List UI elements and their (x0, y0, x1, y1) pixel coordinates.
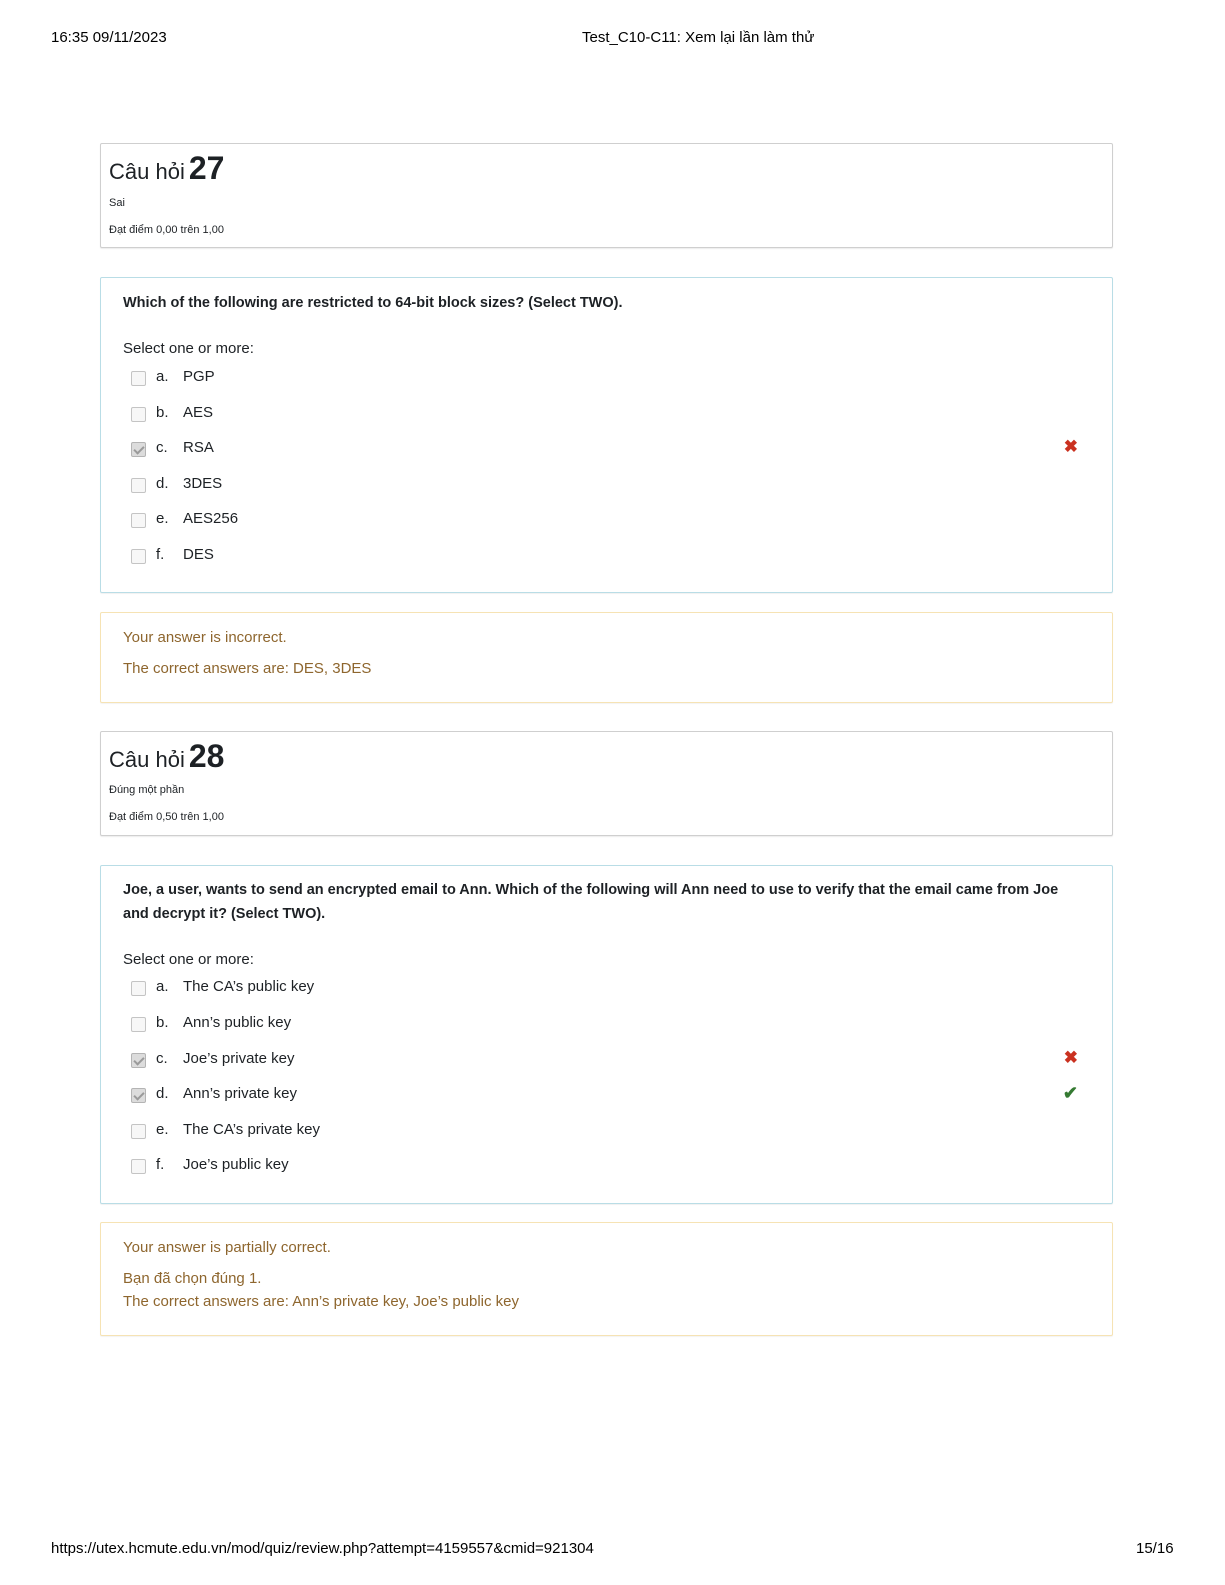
answer-checkbox[interactable] (131, 1017, 146, 1032)
incorrect-icon: ✖ (1063, 1048, 1078, 1067)
question-feedback-28 (100, 1222, 1113, 1336)
feedback-result: Your answer is partially correct. (123, 1239, 331, 1256)
question-title (109, 150, 224, 187)
answer-option-f[interactable] (129, 1154, 1090, 1178)
answer-text: 3DES (183, 475, 223, 492)
answer-letter: d. (156, 1085, 169, 1102)
answer-letter: b. (156, 1014, 169, 1031)
feedback-result: Your answer is incorrect. (123, 629, 287, 646)
question-formulation-28 (100, 865, 1113, 1204)
answer-option-e[interactable] (129, 1119, 1090, 1143)
answer-option-b[interactable] (129, 402, 1090, 426)
question-grade: Đạt điểm 0,50 trên 1,00 (109, 811, 224, 823)
question-state: Đúng một phần (109, 784, 185, 796)
answer-text: The CA’s private key (183, 1121, 320, 1138)
question-number: 27 (188, 150, 225, 186)
answer-letter: a. (156, 978, 169, 995)
question-label: Câu hỏi (109, 747, 185, 772)
answer-letter: c. (156, 439, 168, 456)
feedback-correct-answers: The correct answers are: DES, 3DES (123, 660, 372, 677)
answer-text: Ann’s private key (183, 1085, 297, 1102)
answer-letter: e. (156, 510, 169, 527)
question-grade: Đạt điểm 0,00 trên 1,00 (109, 224, 224, 236)
answer-checkbox[interactable] (131, 371, 146, 386)
answer-checkbox[interactable] (131, 1159, 146, 1174)
answer-checkbox[interactable] (131, 549, 146, 564)
answer-checkbox[interactable] (131, 513, 146, 528)
question-title (109, 738, 224, 775)
answer-checkbox-checked[interactable] (131, 442, 146, 457)
answer-option-e[interactable] (129, 508, 1090, 532)
answer-text: AES256 (183, 510, 239, 527)
feedback-correct-answers: The correct answers are: Ann’s private key, Joe’s public key (123, 1293, 520, 1310)
print-page-number: 15/16 (1136, 1540, 1174, 1557)
answer-option-a[interactable] (129, 366, 1090, 390)
question-text: Which of the following are restricted to 64-bit block sizes? (Select TWO). (123, 295, 623, 311)
answer-checkbox[interactable] (131, 981, 146, 996)
answer-checkbox[interactable] (131, 407, 146, 422)
question-info-28 (100, 731, 1113, 836)
answer-checkbox-checked[interactable] (131, 1053, 146, 1068)
answer-option-c[interactable] (129, 437, 1090, 461)
answer-text: Ann’s public key (183, 1014, 292, 1031)
answer-option-c[interactable] (129, 1048, 1090, 1072)
answer-letter: c. (156, 1050, 168, 1067)
answer-checkbox[interactable] (131, 1124, 146, 1139)
answer-option-f[interactable] (129, 544, 1090, 568)
incorrect-icon: ✖ (1063, 437, 1078, 456)
answer-option-a[interactable] (129, 976, 1090, 1000)
answer-text: DES (183, 546, 214, 563)
question-feedback-27 (100, 612, 1113, 703)
answer-letter: e. (156, 1121, 169, 1138)
answer-letter: b. (156, 404, 169, 421)
question-formulation-27 (100, 277, 1113, 593)
answer-text: PGP (183, 368, 215, 385)
answer-letter: a. (156, 368, 169, 385)
answer-checkbox-checked[interactable] (131, 1088, 146, 1103)
answer-letter: f. (156, 546, 165, 563)
answer-prompt: Select one or more: (123, 951, 254, 968)
answer-checkbox[interactable] (131, 478, 146, 493)
question-info-27 (100, 143, 1113, 248)
answer-letter: f. (156, 1156, 165, 1173)
answer-prompt: Select one or more: (123, 340, 254, 357)
print-timestamp: 16:35 09/11/2023 (51, 29, 167, 46)
answer-option-b[interactable] (129, 1012, 1090, 1036)
answer-option-d[interactable] (129, 473, 1090, 497)
question-label: Câu hỏi (109, 159, 185, 184)
answer-letter: d. (156, 475, 169, 492)
question-state: Sai (109, 197, 125, 209)
answer-text: RSA (183, 439, 214, 456)
print-url: https://utex.hcmute.edu.vn/mod/quiz/review.php?attempt=4159557&cmid=921304 (51, 1540, 594, 1557)
answer-text: The CA’s public key (183, 978, 315, 995)
answer-text: AES (183, 404, 214, 421)
question-number: 28 (188, 738, 225, 774)
feedback-selected-count: Bạn đã chọn đúng 1. (123, 1270, 262, 1287)
print-page-title: Test_C10-C11: Xem lại lần làm thử (582, 29, 815, 46)
question-text: Joe, a user, wants to send an encrypted email to Ann. Which of the following will Ann need to use to verify that the email came from Joe and decrypt it? (Select TWO). (123, 882, 1059, 922)
correct-check-icon: ✔ (1062, 1083, 1078, 1103)
answer-option-d[interactable] (129, 1083, 1090, 1107)
answer-text: Joe’s public key (183, 1156, 289, 1173)
answer-text: Joe’s private key (183, 1050, 295, 1067)
